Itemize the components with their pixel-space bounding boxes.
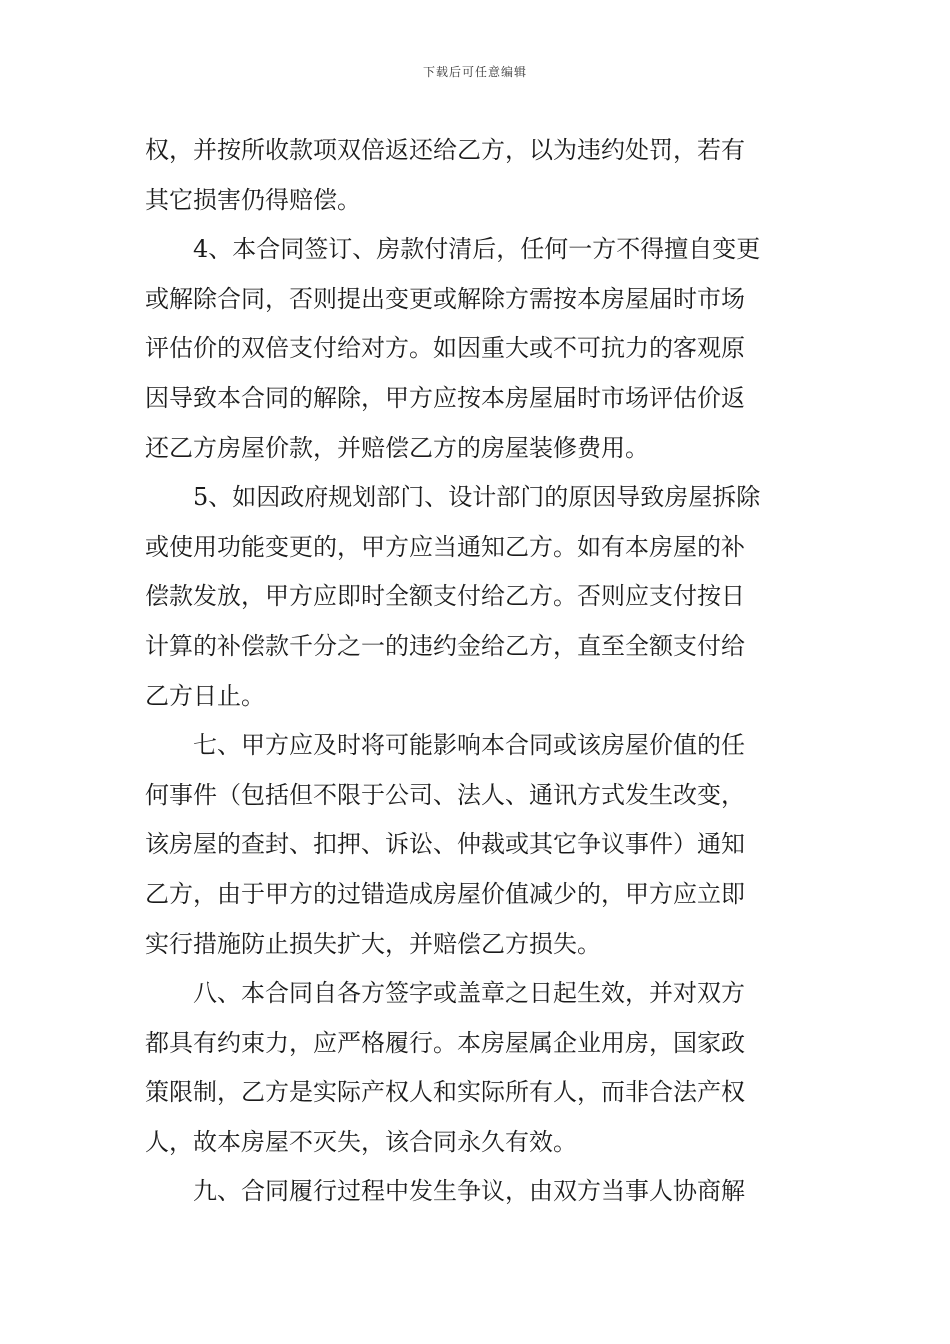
text-line: 该房屋的查封、扣押、诉讼、仲裁或其它争议事件）通知 (145, 830, 745, 859)
text-line: 乙方日止。 (145, 681, 265, 710)
paragraph-start-line: 八、本合同自各方签字或盖章之日起生效，并对双方 (193, 979, 745, 1008)
text-line: 其它损害仍得赔偿。 (145, 185, 361, 214)
text-line: 何事件（包括但不限于公司、法人、通讯方式发生改变， (145, 780, 745, 809)
text-line: 或解除合同，否则提出变更或解除方需按本房屋届时市场 (145, 284, 745, 313)
text-line: 偿款发放，甲方应即时全额支付给乙方。否则应支付按日 (145, 582, 745, 611)
text-line: 实行措施防止损失扩大，并赔偿乙方损失。 (145, 929, 601, 958)
text-line: 策限制，乙方是实际产权人和实际所有人，而非合法产权 (145, 1078, 745, 1107)
text-line: 人，故本房屋不灭失，该合同永久有效。 (145, 1127, 577, 1156)
text-line: 因导致本合同的解除，甲方应按本房屋届时市场评估价返 (145, 383, 745, 412)
text-line: 权，并按所收款项双倍返还给乙方，以为违约处罚，若有 (145, 136, 745, 164)
paragraph-start-line: 4、本合同签订、房款付清后，任何一方不得擅自变更 (193, 235, 761, 264)
paragraph-start-line: 七、甲方应及时将可能影响本合同或该房屋价值的任 (193, 731, 745, 760)
text-line: 还乙方房屋价款，并赔偿乙方的房屋装修费用。 (145, 433, 649, 462)
paragraph-start-line: 5、如因政府规划部门、设计部门的原因导致房屋拆除 (193, 483, 761, 512)
text-line: 评估价的双倍支付给对方。如因重大或不可抗力的客观原 (145, 334, 745, 363)
text-line: 或使用功能变更的，甲方应当通知乙方。如有本房屋的补 (145, 532, 745, 561)
text-line: 乙方，由于甲方的过错造成房屋价值减少的，甲方应立即 (145, 879, 745, 908)
paragraph-start-line: 九、合同履行过程中发生争议，由双方当事人协商解 (193, 1177, 745, 1206)
page-header: 下载后可任意编辑 (422, 65, 527, 79)
text-line: 计算的补偿款千分之一的违约金给乙方，直至全额支付给 (145, 631, 745, 660)
text-line: 都具有约束力，应严格履行。本房屋属企业用房，国家政 (145, 1028, 745, 1057)
contract-body-text (145, 126, 810, 1217)
